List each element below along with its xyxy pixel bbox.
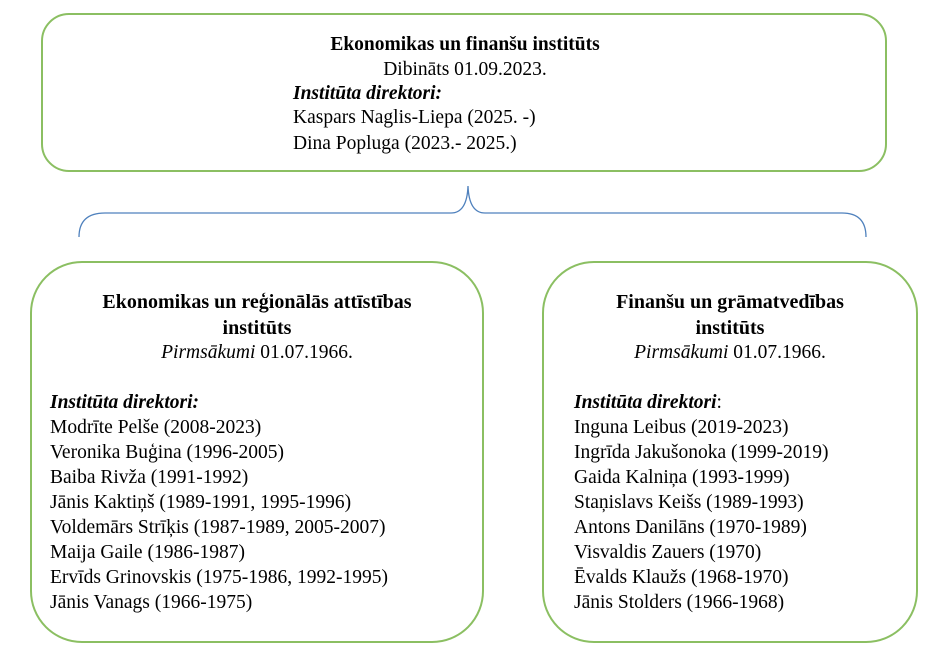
left-origins-date: 01.07.1966. [255, 342, 353, 363]
right-director-item: Antons Danilāns (1970-1989) [574, 517, 807, 538]
left-origins-label: Pirmsākumi [161, 342, 256, 363]
right-director-item: Jānis Stolders (1966-1968) [574, 592, 785, 613]
left-institute-title-line1: Ekonomikas un reģionālās attīstības [102, 291, 412, 313]
right-director-item: Staņislavs Keišs (1989-1993) [574, 492, 804, 513]
left-director-item: Jānis Kaktiņš (1989-1991, 1995-1996) [50, 492, 352, 513]
parent-director-item: Kaspars Naglis-Liepa (2025. -) [293, 107, 536, 128]
left-institute-title-line2: institūts [222, 317, 292, 339]
right-institute-title-line1: Finanšu un grāmatvedības [616, 291, 844, 313]
left-director-item: Voldemārs Strīķis (1987-1989, 2005-2007) [50, 517, 386, 538]
parent-directors-heading: Institūta direktori: [293, 83, 442, 104]
left-directors-heading: Institūta direktori: [50, 392, 199, 413]
parent-institute-founded: Dibināts 01.09.2023. [383, 59, 547, 80]
right-origins-date: 01.07.1966. [728, 342, 826, 363]
right-institute-title-line2: institūts [695, 317, 765, 339]
right-directors-heading-text: Institūta direktori [574, 392, 717, 413]
right-director-item: Ingrīda Jakušonoka (1999-2019) [574, 442, 829, 463]
right-director-item: Inguna Leibus (2019-2023) [574, 417, 789, 438]
right-origins-label: Pirmsākumi [634, 342, 729, 363]
left-director-item: Modrīte Pelše (2008-2023) [50, 417, 262, 438]
parent-director-item: Dina Popluga (2023.- 2025.) [293, 133, 517, 154]
right-director-item: Ēvalds Klaužs (1968-1970) [574, 567, 789, 588]
left-institute-origins [30, 341, 484, 365]
right-directors-heading [574, 391, 722, 415]
left-director-item: Ervīds Grinovskis (1975-1986, 1992-1995) [50, 567, 388, 588]
right-directors-heading-colon: : [716, 392, 722, 413]
right-institute-origins [542, 341, 918, 365]
parent-institute-title: Ekonomikas un finanšu institūts [330, 34, 600, 55]
left-director-item: Maija Gaile (1986-1987) [50, 542, 245, 563]
left-director-item: Baiba Rivža (1991-1992) [50, 467, 249, 488]
left-director-item: Veronika Buģina (1996-2005) [50, 442, 284, 463]
right-director-item: Gaida Kalniņa (1993-1999) [574, 467, 790, 488]
left-director-item: Jānis Vanags (1966-1975) [50, 592, 253, 613]
right-director-item: Visvaldis Zauers (1970) [574, 542, 762, 563]
